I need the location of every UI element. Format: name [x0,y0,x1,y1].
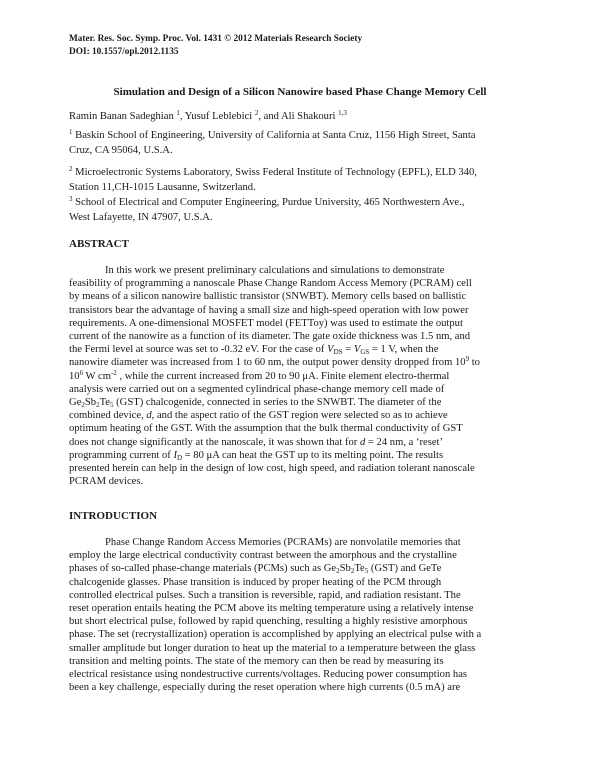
text-run: = [342,344,354,356]
text-run: Te [354,563,365,575]
text-line: transition and melting points. The state of the memory can then be read by measuring its [69,655,444,667]
text-line: controlled electrical pulses. Such a transition is reversible, rapid, and radiation resistant. The [69,589,461,601]
paper-title: Simulation and Design of a Silicon Nanowire based Phase Change Memory Cell [113,86,487,98]
author-name: Ramin Banan Sadeghian [69,111,174,122]
affiliation [69,195,539,226]
text-run: the Fermi level at source was set to -0.32 eV. For the case of [69,344,328,356]
text-line [69,436,480,449]
text-line: PCRAM devices. [69,476,144,488]
text-run: combined device, [69,410,147,422]
text-line: optimum heating of the GST. With the assumption that the bulk thermal conductivity of GST [69,423,463,435]
text-run: Sb [84,397,97,409]
text-run: , and the aspect ratio of the GST region were selected so as to achieve [151,410,448,422]
subscript: 5 [110,401,114,410]
introduction-body [69,536,481,694]
text-line: reset operation entails heating the PCM above its melting temperature using a relatively intense [69,603,474,615]
math-var: d [359,436,366,448]
subscript: 2 [81,401,85,410]
math-var: I [173,449,177,461]
introduction-heading: INTRODUCTION [69,510,158,522]
text-line: requirements. A one-dimensional MOSFET model (FETToy) was used to estimate the output [69,317,463,329]
text-line: smaller amplitude but longer duration to heat up the material to a temperature between the glass [69,642,476,654]
abstract-heading: ABSTRACT [69,238,129,250]
text-run: Sb [339,563,351,575]
text-run: nanowire diameter was increased from 1 to 60 nm, the output power density dropped from 10 [69,357,466,369]
text-run: Te [99,397,110,409]
text-line: phase. The set (recrystallization) operation is accomplished by applying an electrical pulse with a [69,629,482,641]
text-line: In this work we present preliminary calculations and simulations to demonstrate [105,265,445,276]
affiliation [69,165,539,196]
subscript: 2 [350,567,355,576]
text-line: analysis were carried out on a segmented cylindrical phase-change memory cell made of [69,383,445,395]
author-affiliation-mark: 2 [254,109,259,117]
text-run: does not change significantly at the nanoscale, it was shown that for [69,436,360,448]
subscript: 5 [364,567,369,576]
subscript: GS [360,348,370,357]
text-run: = 1 V, when the [369,344,439,356]
affiliation-text: West Lafayette, IN 47907, U.S.A. [69,212,213,224]
math-var: d [146,410,152,422]
text-line: Phase Change Random Access Memories (PCRAMs) are nonvolatile memories that [105,537,461,548]
text-line [69,449,480,462]
text-line: chalcogenide glasses. Phase transition is induced by proper heating of the PCM through [69,576,442,588]
text-line: current of the nanowire as a function of its diameter. The gate oxide thickness was 1.5 nm, and [69,331,471,343]
affiliation [69,128,539,159]
text-line [69,562,481,575]
text-line [69,370,480,383]
journal-citation: Mater. Res. Soc. Symp. Proc. Vol. 1431 © 2012 Materials Research Society [69,34,363,44]
affiliation-number: 3 [69,195,73,203]
author-name: , Yusuf Leblebici [179,111,253,122]
text-line: presented herein can help in the design of low cost, high speed, and radiation tolerant nanoscale [69,463,475,475]
text-run: = 80 μA can heat the GST up to its melting point. The results [182,449,444,461]
affiliation-number: 1 [69,128,73,136]
text-line: been a key challenge, especially during the reset operation where high currents (0.5 mA) are [69,682,461,694]
text-line [69,409,480,422]
author-name: , and Ali Shakouri [258,111,336,122]
superscript: 9 [465,355,470,364]
superscript: 6 [79,368,84,377]
affiliation-text: Cruz, CA 95064, U.S.A. [69,145,173,157]
text-line [69,396,480,409]
superscript: -2 [110,368,117,377]
text-line [69,343,480,356]
text-line: electrical resistance using nondestructive currents/voltages. Reducing power consumption has [69,669,468,681]
affiliation-text: Baskin School of Engineering, University of California at Santa Cruz, 1156 High Street, Santa [75,130,476,141]
text-line: by means of a silicon nanowire ballistic transistor (SNWBT). Memory cells based on ballistic [69,291,467,303]
affiliation-number: 2 [69,165,73,173]
subscript: DS [333,348,343,357]
text-run: to [469,357,480,369]
text-line: transistors bear the advantage of having a small size and high-speed operation with low power [69,304,469,316]
math-var: V [327,344,334,356]
affiliation-text: Station 11,CH-1015 Lausanne, Switzerland. [69,182,256,194]
text-run: (GST) and GeTe [368,563,442,575]
subscript: D [176,453,183,462]
affiliation-text: Microelectronic Systems Laboratory, Swiss Federal Institute of Technology (EPFL), ELD 340, [75,167,477,178]
text-run: W cm [83,370,111,382]
abstract-body [69,264,480,488]
text-run: , while the current increased from 20 to 90 μA. Finite element electro-thermal [116,370,450,382]
text-line: feasibility of programming a nanoscale Phase Change Random Access Memory (PCRAM) cell [69,278,472,290]
text-line: but short electrical pulse, followed by rapid quenching, resulting a highly resistive amorphous [69,616,468,628]
text-run: Ge [69,397,82,409]
text-line [69,356,480,369]
text-run: (GST) chalcogenide, connected in series to the SNWBT. The diameter of the [113,397,442,409]
subscript: 2 [336,567,340,576]
math-var: V [353,344,361,356]
journal-header [69,33,362,58]
text-run: = 24 nm, a ‘reset’ [365,436,444,448]
text-line: employ the large electrical conductivity contrast between the amorphous and the crystalline [69,550,457,562]
author-affiliation-mark: 1 [176,109,180,117]
text-run: phases of so-called phase-change materials (PCMs) such as Ge [69,563,337,575]
doi: DOI: 10.1557/opl.2012.1135 [69,46,179,57]
text-run: 10 [69,370,80,382]
text-run: programming current of [69,449,174,461]
author-list [69,111,347,122]
author-affiliation-mark: 1,3 [338,109,347,117]
subscript: 2 [96,401,100,410]
affiliation-text: School of Electrical and Computer Engineering, Purdue University, 465 Northwestern Ave., [75,197,465,208]
